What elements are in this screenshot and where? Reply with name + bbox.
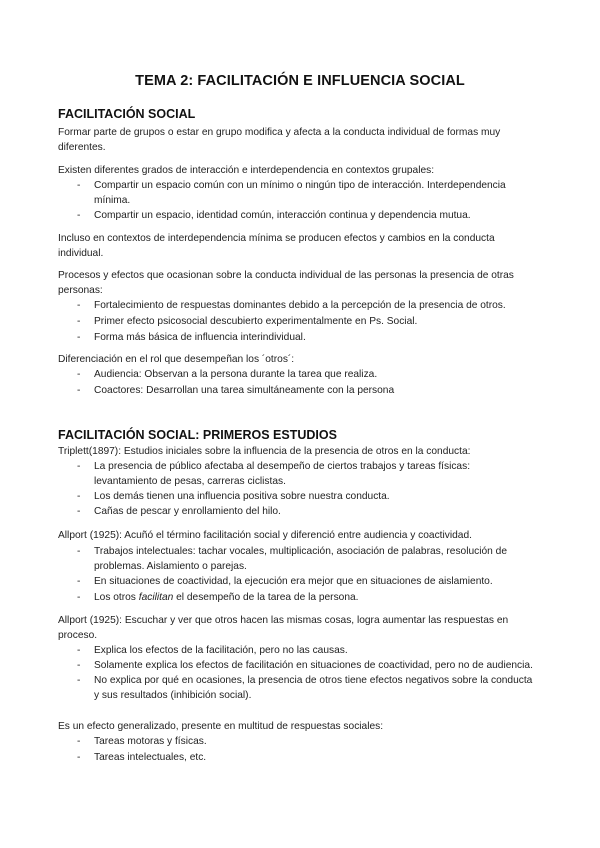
bullet-dash: -: [77, 675, 81, 686]
paragraph: Procesos y efectos que ocasionan sobre la conducta individual de las personas la presencia de otras personas:: [58, 270, 514, 296]
bullet-dash: -: [77, 592, 81, 603]
paragraph: Triplett(1897): Estudios iniciales sobre la influencia de la presencia de otros en la conducta:: [58, 446, 471, 457]
bullet-dash: -: [77, 369, 81, 380]
document-page: TEMA 2: FACILITACIÓN E INFLUENCIA SOCIAL FACILITACIÓN SOCIAL Formar parte de grupos o estar en grupo modifica y afecta a la conducta individual de formas muy diferentes. Existen diferentes grados de interacción e interdependencia en contextos grupales: - Compartir un espacio común con un mínimo o ningún tipo de interacción. Interdependencia mínima. - Compartir un espacio, identidad común, interacción continua y dependencia mutua. Incluso en contextos de interdependencia mínima se producen efectos y cambios en la conducta individual. Procesos y efectos que ocasionan sobre la conducta individual de las personas la presencia de otras personas: - Fortalecimiento de respuestas dominantes debido a la percepción de la presencia de otros. - Primer efecto psicosocial descubierto experimentalmente en Ps. Social. - Forma más básica de influencia interindividual. Diferenciación en el rol que desempeñan los ´otros´: - Audiencia: Observan a la persona durante la tarea que realiza. - Coactores: Desarrollan una tarea simultáneamente con la persona FACILITACIÓN SOCIAL: PRIMEROS ESTUDIOS Triplett(1897): Estudios iniciales sobre la influencia de la presencia de otros en la conducta: - La presencia de público afectaba al desempeño de ciertos trabajos y tareas físicas: levantamiento de pesas, carreras ciclistas. - Los demás tienen una influencia positiva sobre nuestra conducta. - Cañas de pescar y enrollamiento del hilo. Allport (1925): Acuñó el término facilitación social y diferenció entre audiencia y coactividad. - Trabajos intelectuales: tachar vocales, multiplicación, asociación de palabras, resolución de problemas. Aislamiento o parejas. - En situaciones de coactividad, la ejecución era mejor que en situaciones de aislamiento. - Los otros facilitan el desempeño de la tarea de la persona. Allport (1925): Escuchar y ver que otros hacen las mismas cosas, logra aumentar las respuestas en proceso. - Explica los efectos de la facilitación, pero no las causas. - Solamente explica los efectos de facilitación en situaciones de coactividad, pero no de audiencia. - No explica por qué en ocasiones, la presencia de otros tiene efectos negativos sobre la conducta y sus resultados (inhibición social). Es un efecto generalizado, presente en multitud de respuestas sociales: - Tareas motoras y físicas. - Tareas intelectuales, etc.: [0, 0, 600, 848]
bullet-dash: -: [77, 316, 81, 327]
bullet-dash: -: [77, 506, 81, 517]
bullet-dash: -: [77, 645, 81, 656]
bullet-dash: -: [77, 385, 81, 396]
bullet-dash: -: [77, 332, 81, 343]
bullet-dash: -: [77, 210, 81, 221]
paragraph: Incluso en contextos de interdependencia mínima se producen efectos y cambios en la conducta individual.: [58, 233, 495, 259]
emphasis-facilitan: facilitan: [138, 592, 174, 603]
bullet-dash: -: [77, 180, 81, 191]
section-heading-primeros-estudios: FACILITACIÓN SOCIAL: PRIMEROS ESTUDIOS: [58, 428, 337, 442]
paragraph: Es un efecto generalizado, presente en multitud de respuestas sociales:: [58, 721, 384, 732]
bullet-dash: -: [77, 576, 81, 587]
bullet-dash: -: [77, 491, 81, 502]
section-heading-facilitacion: FACILITACIÓN SOCIAL: [58, 107, 196, 121]
paragraph: Diferenciación en el rol que desempeñan los ´otros´:: [58, 354, 295, 365]
bullet-dash: -: [77, 461, 81, 472]
bullet-dash: -: [77, 546, 81, 557]
document-title: TEMA 2: FACILITACIÓN E INFLUENCIA SOCIAL: [135, 73, 465, 89]
paragraph: Existen diferentes grados de interacción e interdependencia en contextos grupales:: [58, 165, 435, 176]
bullet-dash: -: [77, 736, 81, 747]
bullet-dash: -: [77, 752, 81, 763]
bullet-dash: -: [77, 300, 81, 311]
paragraph: Formar parte de grupos o estar en grupo modifica y afecta a la conducta individual de formas muy diferentes.: [58, 127, 501, 153]
paragraph: Allport (1925): Escuchar y ver que otros hacen las mismas cosas, logra aumentar las respuestas en proceso.: [58, 615, 509, 641]
paragraph: Allport (1925): Acuñó el término facilitación social y diferenció entre audiencia y coactividad.: [58, 530, 472, 541]
bullet-dash: -: [77, 660, 81, 671]
